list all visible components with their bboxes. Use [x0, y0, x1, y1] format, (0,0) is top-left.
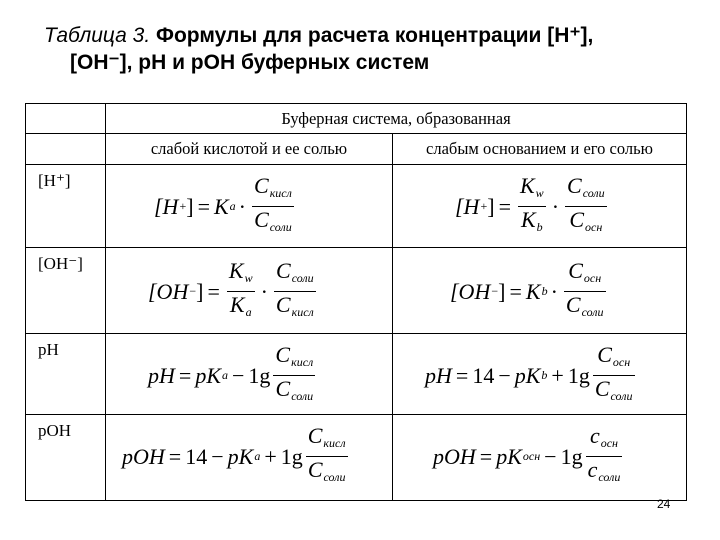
formula-h-base: [H + ] = $\frac{K_w}{K_b}$ · $\frac{C_{соли}}{C_{осн}}$ — [393, 165, 687, 248]
row-label-poh: pOH — [26, 415, 106, 501]
formula-ph-base: pH = 14 − pK b + 1g $\frac{C_{осн}}{C_{соли}}$ — [393, 334, 687, 415]
row-label-oh: [OH⁻] — [26, 248, 106, 334]
corner-cell-top — [26, 104, 106, 134]
formula-table — [25, 103, 687, 501]
header-main: Буферная система, образованная — [106, 104, 687, 134]
row-label-ph: pH — [26, 334, 106, 415]
formula-oh-base: [OH − ] = K b · $\frac{C_{осн}}{C_{соли}}$ — [393, 248, 687, 334]
row-label-h: [H⁺] — [26, 165, 106, 248]
page-number: 24 — [657, 497, 671, 511]
formula-h-acid: [H + ] = K a · $\frac{C_{кисл}}{C_{соли}}$ — [106, 165, 393, 248]
corner-cell-bottom — [26, 134, 106, 165]
formula-poh-base: pOH = pK осн − 1g $\frac{c_{осн}}{c_{соли}}$ — [393, 415, 687, 501]
formula-ph-acid: pH = pK a − 1g $\frac{C_{кисл}}{C_{соли}}$ — [106, 334, 393, 415]
title-prefix: Таблица 3. — [44, 24, 151, 47]
title-line2: [ОН⁻], рН и рОН буферных систем — [70, 51, 430, 74]
header-acid: слабой кислотой и ее солью — [106, 134, 393, 165]
slide-title — [44, 22, 704, 76]
formula-poh-acid: pOH = 14 − pK a + 1g $\frac{C_{кисл}}{C_{соли}}$ — [106, 415, 393, 501]
title-main: Формулы для расчета концентрации [Н⁺], — [156, 24, 594, 47]
formula-oh-acid: [OH − ] = $\frac{K_w}{K_a}$ · $\frac{C_{соли}}{C_{кисл}}$ — [106, 248, 393, 334]
header-base: слабым основанием и его солью — [393, 134, 687, 165]
